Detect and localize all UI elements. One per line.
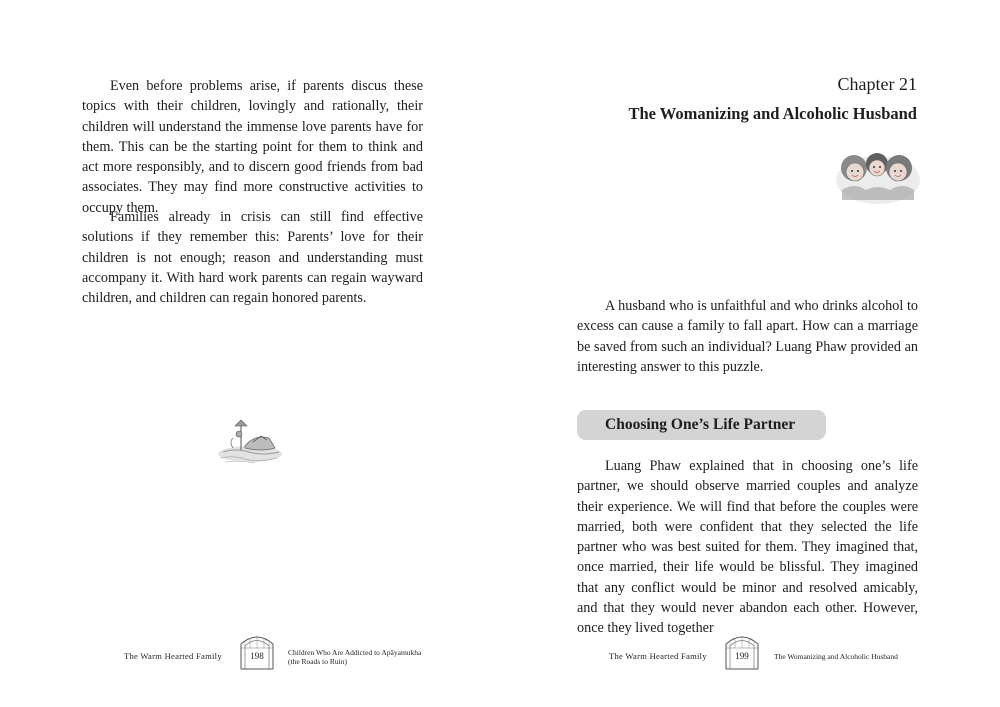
left-footer <box>0 632 500 670</box>
footer-chapter-line-2: (the Roads to Ruin) <box>288 657 347 666</box>
chapter-number: Chapter 21 <box>837 74 917 94</box>
footer-chapter-line-1: Children Who Are Addicted to Apāyamukha <box>288 648 422 657</box>
footer-book-title: The Warm Hearted Family <box>124 651 222 661</box>
section-paragraph: Luang Phaw explained that in choosing one’s life partner, we should observe married couples and analyze their experience. We will find that before the couples were married, both were confident that they selected the life partner who was best suited for them. They imagined that, once married, their life would be blissful. They imagined that any conflict would be minor and resolved amicably, and that they would never abandon each other. However, once they lived together <box>577 458 918 637</box>
chapter-title: The Womanizing and Alcoholic Husband <box>628 104 917 123</box>
footer-chapter-title: The Womanizing and Alcoholic Husband <box>774 652 898 661</box>
footer-book-title: The Warm Hearted Family <box>609 651 707 661</box>
footer-chapter-title <box>288 648 421 666</box>
section-heading: Choosing One’s Life Partner <box>577 410 826 440</box>
right-page <box>500 0 1000 707</box>
boat-illustration <box>215 412 285 472</box>
family-illustration <box>834 140 920 206</box>
right-footer <box>500 632 1000 670</box>
page-number: 198 <box>250 651 264 661</box>
left-paragraph-1: Even before problems arise, if parents discus these topics with their children, lovingly and rationally, their children will understand the immense love parents have for them. This can be the starting point for them to think and act more responsibly, and to discern good friends from bad associates. They may find more constructive activities to occupy them. <box>82 78 423 216</box>
left-paragraph-2: Families already in crisis can still find effective solutions if they remember this: Parents’ love for their children is not enough; reason and understanding must accompany it. With hard work parents can regain wayward children, and children can regain honored parents. <box>82 209 423 307</box>
intro-paragraph: A husband who is unfaithful and who drinks alcohol to excess can cause a family to fall apart. How can a marriage be saved from such an individual? Luang Phaw provided an interesting answer to this puzzle. <box>577 298 918 375</box>
page-number: 199 <box>735 651 749 661</box>
